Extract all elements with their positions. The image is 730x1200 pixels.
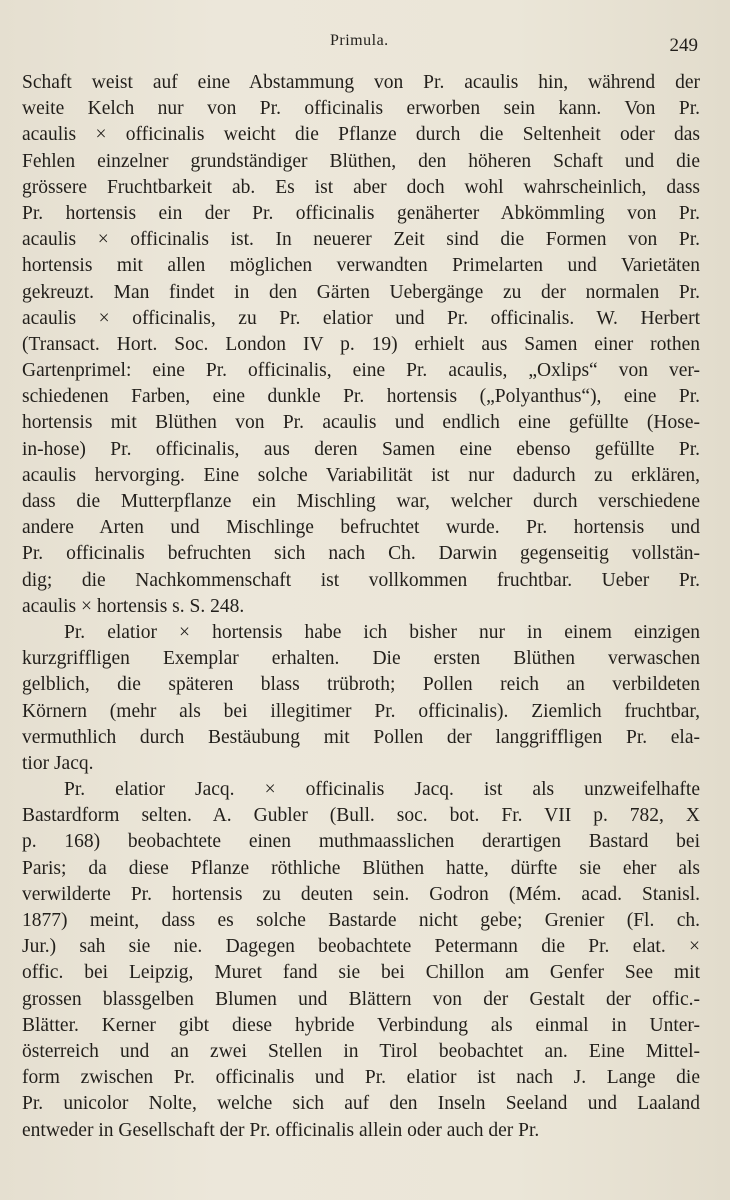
text-line: grössere Fruchtbarkeit ab. Es ist aber doch wohl wahrscheinlich, dass	[22, 176, 700, 198]
text-line: Pr. hortensis ein der Pr. officinalis genäherter Abkömmling von Pr.	[22, 202, 700, 224]
text-line: Gartenprimel: eine Pr. officinalis, eine Pr. acaulis, „Oxlips“ von ver-	[22, 360, 700, 382]
text-line: vermuthlich durch Bestäubung mit Pollen der langgriffligen Pr. ela-	[22, 726, 700, 748]
text-line: Blätter. Kerner gibt diese hybride Verbindung als einmal in Unter-	[22, 1014, 700, 1036]
text-line: acaulis × hortensis s. S. 248.	[22, 595, 245, 617]
text-line: acaulis × officinalis ist. In neuerer Zeit sind die Formen von Pr.	[22, 229, 700, 251]
text-line: acaulis × officinalis weicht die Pflanze durch die Seltenheit oder das	[22, 124, 700, 146]
text-line: hortensis mit allen möglichen verwandten Primelarten und Varietäten	[22, 255, 700, 277]
text-line: 1877) meint, dass es solche Bastarde nicht gebe; Grenier (Fl. ch.	[22, 910, 700, 931]
body-text	[22, 70, 700, 1144]
text-line: Pr. elatior Jacq. × officinalis Jacq. ist als unzweifelhafte	[64, 779, 700, 801]
text-line: schiedenen Farben, eine dunkle Pr. hortensis („Polyanthus“), eine Pr.	[22, 386, 700, 408]
text-line: kurzgriffligen Exemplar erhalten. Die ersten Blüthen verwaschen	[22, 648, 700, 670]
text-line: Fehlen einzelner grundständiger Blüthen, den höheren Schaft und die	[22, 150, 700, 172]
running-title: Primula.	[330, 32, 389, 49]
text-line: entweder in Gesellschaft der Pr. officinalis allein oder auch der Pr.	[22, 1119, 540, 1141]
running-head	[0, 28, 730, 58]
text-line: in-hose) Pr. officinalis, aus deren Samen eine ebenso gefüllte Pr.	[22, 438, 700, 460]
text-line: form zwischen Pr. officinalis und Pr. elatior ist nach J. Lange die	[22, 1067, 700, 1089]
paragraph	[22, 777, 700, 1144]
text-line: p. 168) beobachtete einen muthmaasslichen derartigen Bastard bei	[22, 831, 700, 853]
text-line: gekreuzt. Man findet in den Gärten Uebergänge zu der normalen Pr.	[22, 281, 700, 303]
text-line: hortensis mit Blüthen von Pr. acaulis und endlich eine gefüllte (Hose-	[22, 412, 700, 434]
text-line: Schaft weist auf eine Abstammung von Pr. acaulis hin, während der	[22, 72, 700, 93]
text-line: dig; die Nachkommenschaft ist vollkommen fruchtbar. Ueber Pr.	[22, 569, 700, 591]
text-line: weite Kelch nur von Pr. officinalis erworben sein kann. Von Pr.	[22, 98, 700, 120]
text-line: Jur.) sah sie nie. Dagegen beobachtete Petermann die Pr. elat. ×	[22, 936, 700, 958]
text-line: gelblich, die späteren blass trübroth; Pollen reich an verbildeten	[22, 674, 700, 696]
text-line: Körnern (mehr als bei illegitimer Pr. officinalis). Ziemlich fruchtbar,	[22, 700, 700, 722]
text-line: tior Jacq.	[22, 752, 94, 774]
text-line: dass die Mutterpflanze ein Mischling war, welcher durch verschiedene	[22, 491, 700, 512]
text-line: grossen blassgelben Blumen und Blättern von der Gestalt der offic.-	[22, 988, 700, 1010]
text-line: Pr. unicolor Nolte, welche sich auf den Inseln Seeland und Laaland	[22, 1093, 700, 1115]
text-line: Paris; da diese Pflanze röthliche Blüthen hatte, dürfte sie eher als	[22, 857, 700, 879]
text-line: verwilderte Pr. hortensis zu deuten sein. Godron (Mém. acad. Stanisl.	[22, 883, 700, 905]
paragraph	[22, 70, 700, 620]
text-line: andere Arten und Mischlinge befruchtet wurde. Pr. hortensis und	[22, 517, 700, 539]
text-line: Bastardform selten. A. Gubler (Bull. soc. bot. Fr. VII p. 782, X	[22, 805, 700, 827]
text-line: österreich und an zwei Stellen in Tirol beobachtet an. Eine Mittel-	[22, 1040, 700, 1062]
text-line: (Transact. Hort. Soc. London IV p. 19) erhielt aus Samen einer rothen	[22, 333, 700, 355]
paragraph	[22, 620, 700, 777]
text-line: Pr. officinalis befruchten sich nach Ch. Darwin gegenseitig vollstän-	[22, 543, 700, 565]
page-number: 249	[669, 35, 698, 56]
text-line: offic. bei Leipzig, Muret fand sie bei Chillon am Genfer See mit	[22, 962, 700, 984]
text-line: acaulis × officinalis, zu Pr. elatior und Pr. officinalis. W. Herbert	[22, 307, 700, 329]
text-line: Pr. elatior × hortensis habe ich bisher nur in einem einzigen	[64, 621, 700, 643]
text-line: acaulis hervorging. Eine solche Variabilität ist nur dadurch zu erklären,	[22, 464, 700, 486]
